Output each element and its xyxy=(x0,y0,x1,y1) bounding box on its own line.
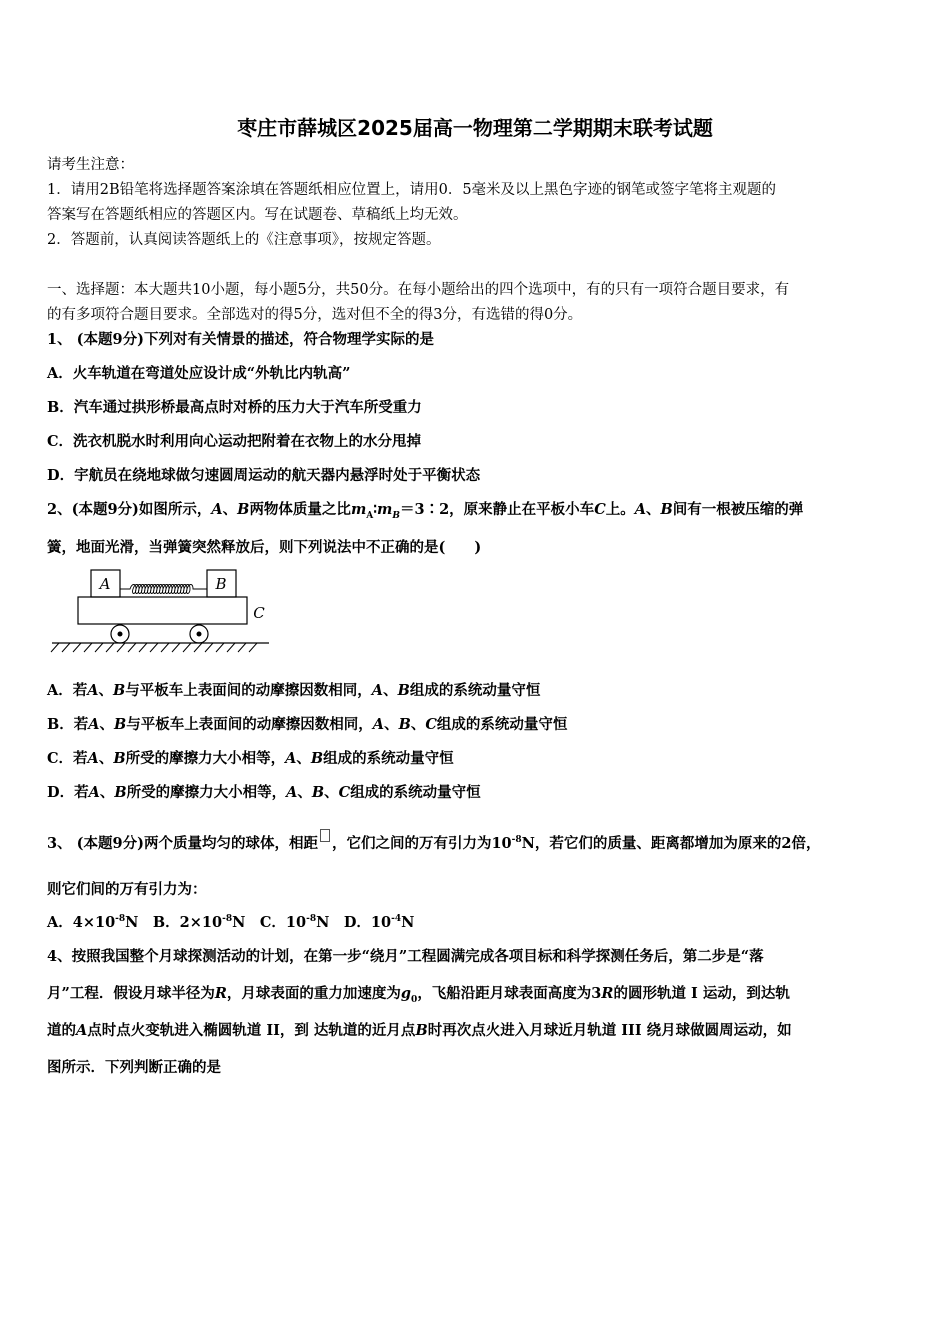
q1-option-b: B．汽车通过拱形桥最高点时对桥的压力大于汽车所受重力 xyxy=(47,399,422,416)
q4-stem-line-2: 月”工程．假设月球半径为R，月球表面的重力加速度为$g_0$，飞船沿距月球表面高度为3R的圆形轨道 I 运动，到达轨 xyxy=(47,985,790,1005)
q4-stem-line-1: 4、按照我国整个月球探测活动的计划，在第一步“绕月”工程圆满完成各项目标和科学探测任务后，第二步是“落 xyxy=(47,948,764,965)
notice-item-1: 1．请用2B铅笔将选择题答案涂填在答题纸相应位置上，请用0．5毫米及以上黑色字迹的钢笔或签字笔将主观题的 xyxy=(47,182,777,198)
page-title: 枣庄市薛城区2025届高一物理第二学期期末联考试题 xyxy=(237,116,713,140)
ground-hatch-mark xyxy=(106,643,114,652)
ground-hatch-mark xyxy=(249,643,257,652)
ground-hatch-mark xyxy=(161,643,169,652)
q2-option-a: A．若A、B与平板车上表面间的动摩擦因数相同，A、B组成的系统动量守恒 xyxy=(47,682,541,699)
ground-hatch-mark xyxy=(128,643,136,652)
q1-stem: 1、 (本题9分)下列对有关情景的描述，符合物理学实际的是 xyxy=(47,331,434,348)
ground-hatch-mark xyxy=(183,643,191,652)
ground-hatch xyxy=(51,643,257,652)
ground-hatch-mark xyxy=(117,643,125,652)
section-intro: 一、选择题：本大题共10小题，每小题5分，共50分。在每小题给出的四个选项中，有的只有一项符合题目要求，有 xyxy=(47,282,790,298)
q4-stem-line-4: 图所示．下列判断正确的是 xyxy=(47,1059,221,1076)
ground-hatch-mark xyxy=(172,643,180,652)
q2-option-b: B．若A、B与平板车上表面间的动摩擦因数相同，A、B、C组成的系统动量守恒 xyxy=(47,716,568,733)
ground-hatch-mark xyxy=(84,643,92,652)
ground-hatch-mark xyxy=(227,643,235,652)
ground-hatch-mark xyxy=(62,643,70,652)
q1-option-d: D．宇航员在绕地球做匀速圆周运动的航天器内悬浮时处于平衡状态 xyxy=(47,467,481,484)
ground-hatch-mark xyxy=(205,643,213,652)
q2-stem: 2、(本题9分)如图所示，A、B两物体质量之比$m_A∶m_B=3∶2$，原来静止在平板小车C上。A、B间有一根被压缩的弹 xyxy=(47,501,804,521)
q3-stem-cont: 则它们间的万有引力为： xyxy=(47,881,207,898)
q2-stem-cont: 簧，地面光滑，当弹簧突然释放后，则下列说法中不正确的是( ) xyxy=(47,539,482,556)
ground-hatch-mark xyxy=(139,643,147,652)
missing-glyph-icon xyxy=(320,829,330,842)
notice-item-2: 2．答题前，认真阅读答题纸上的《注意事项》，按规定答题。 xyxy=(47,232,441,248)
notice-heading: 请考生注意： xyxy=(47,157,134,173)
ground-hatch-mark xyxy=(238,643,246,652)
ground-hatch-mark xyxy=(150,643,158,652)
ground-hatch-mark xyxy=(194,643,202,652)
q1-option-a: A．火车轨道在弯道处应设计成“外轨比内轨高” xyxy=(47,365,351,382)
q4-stem-line-3: 道的A点时点火变轨进入椭圆轨道 II，到 达轨道的近月点B时再次点火进入月球近月轨道 III 绕月球做圆周运动，如 xyxy=(47,1022,792,1039)
notice-item-1-cont: 答案写在答题纸相应的答题区内。写在试题卷、草稿纸上均无效。 xyxy=(47,207,468,223)
ground-hatch-mark xyxy=(95,643,103,652)
ground-hatch-mark xyxy=(73,643,81,652)
q2-option-c: C．若A、B所受的摩擦力大小相等，A、B组成的系统动量守恒 xyxy=(47,750,454,767)
ground-hatch-mark xyxy=(216,643,224,652)
cart-c-label: C xyxy=(253,604,265,622)
wheel-left-axle xyxy=(118,632,123,637)
section-intro-cont: 的有多项符合题目要求。全部选对的得5分，选对但不全的得3分，有选错的得0分。 xyxy=(47,307,583,323)
q1-option-c: C．洗衣机脱水时利用向心运动把附着在衣物上的水分甩掉 xyxy=(47,433,422,450)
q2-option-d: D．若A、B所受的摩擦力大小相等，A、B、C组成的系统动量守恒 xyxy=(47,784,481,801)
wheel-right-axle xyxy=(197,632,202,637)
cart-c xyxy=(78,597,247,624)
spring-cart-figure xyxy=(47,562,277,656)
block-a-label: A xyxy=(99,575,111,593)
spring xyxy=(120,585,207,594)
ground-hatch-mark xyxy=(51,643,59,652)
block-b-label: B xyxy=(215,575,227,593)
q3-options: A．$4\times 10^{-8}N$ B．$2\times 10^{-8}N$ C．$10^{-8}N$ D．$10^{-4}N$ xyxy=(47,914,415,931)
q3-stem: 3、 (本题9分)两个质量均匀的球体，相距 ，它们之间的万有引力为$10^{-8}N$，若它们的质量、距离都增加为原来的2倍， xyxy=(47,829,820,853)
